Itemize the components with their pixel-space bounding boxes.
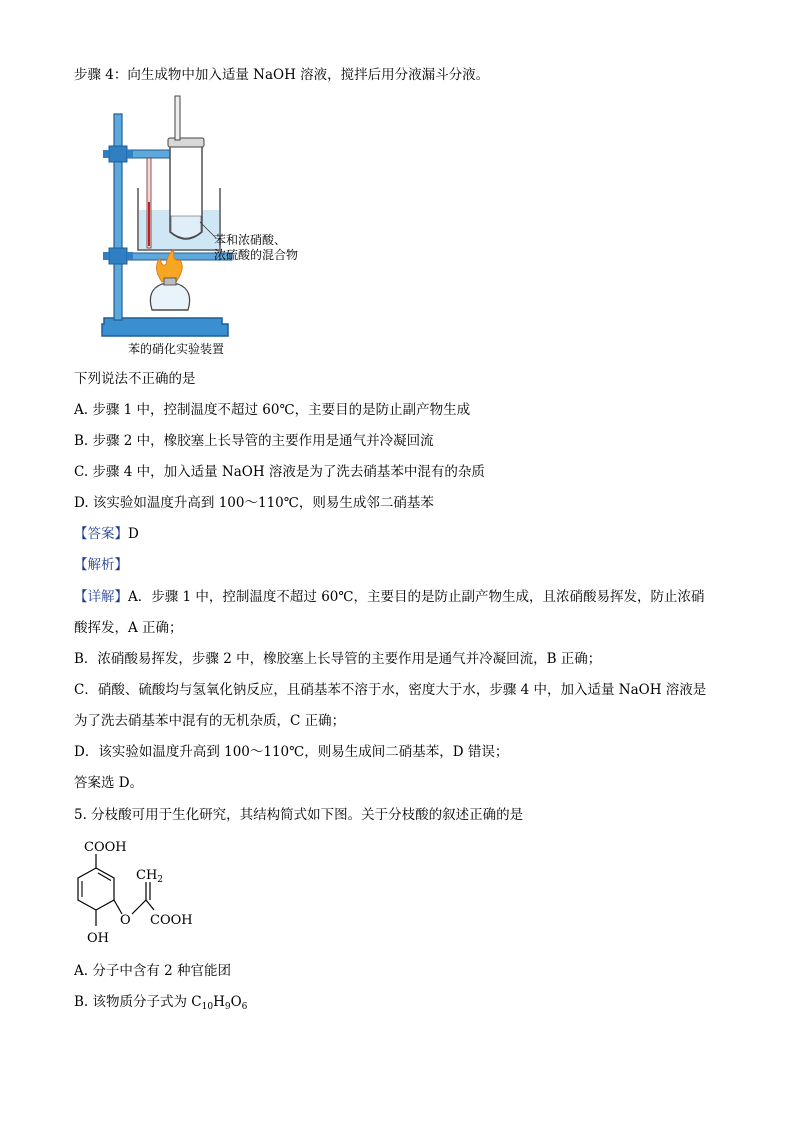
q5-stem: 5. 分枝酸可用于生化研究，其结构简式如下图。关于分枝酸的叙述正确的是	[74, 807, 524, 823]
detail-conclusion: 答案选 D。	[74, 775, 144, 791]
q5-option-b: B. 该物质分子式为 $C_{10}H_9O_6$	[74, 994, 248, 1012]
detail-a-line2: 酸挥发，A 正确；	[74, 620, 183, 636]
ether-o-label: O	[120, 913, 131, 928]
detail-tag: 【详解】	[74, 589, 128, 605]
stand-base	[102, 318, 228, 336]
upper-clamp-boss	[109, 146, 127, 162]
analysis-tag: 【解析】	[74, 557, 128, 573]
detail-b: B．浓硝酸易挥发，步骤 2 中，橡胶塞上长导管的主要作用是通气并冷凝回流，B 正确；	[74, 651, 602, 667]
rubber-stopper	[168, 138, 204, 147]
figure-caption: 苯的硝化实验装置	[128, 342, 225, 356]
mixture-label-1: 苯和浓硝酸、	[214, 233, 287, 247]
answer-value: D	[128, 526, 139, 542]
ch2-label: $CH_2$	[136, 868, 164, 885]
option-c: C. 步骤 4 中，加入适量 NaOH 溶液是为了洗去硝基苯中混有的杂质	[74, 464, 485, 480]
detail-d: D．该实验如温度升高到 100～110℃，则易生成间二硝基苯，D 错误；	[74, 744, 509, 760]
stand-rod	[114, 114, 122, 320]
answer-line	[74, 525, 139, 543]
question-stem: 下列说法不正确的是	[74, 371, 196, 387]
detail-c-line2: 为了洗去硝基苯中混有的无机杂质，C 正确；	[74, 713, 346, 729]
answer-tag: 【答案】	[74, 526, 128, 542]
mixture-label-2: 浓硫酸的混合物	[214, 248, 299, 262]
nitration-apparatus-figure	[96, 92, 336, 357]
detail-a-text: A．步骤 1 中，控制温度不超过 60℃，主要目的是防止副产物生成，且浓硝酸易挥发，防止浓硝	[128, 589, 705, 605]
alcohol-lamp	[150, 284, 189, 310]
tube-mixture	[171, 216, 201, 238]
lower-clamp-boss	[109, 248, 127, 264]
cooh-top: COOH	[84, 840, 127, 855]
ring	[78, 868, 114, 910]
q5-option-a: A. 分子中含有 2 种官能团	[74, 963, 232, 979]
long-glass-tube	[175, 96, 180, 140]
detail-a-line1	[74, 588, 705, 606]
chorismic-acid-structure	[70, 836, 210, 951]
step4-text: 步骤 4：向生成物中加入适量 NaOH 溶液，搅拌后用分液漏斗分液。	[74, 67, 490, 83]
option-a: A. 步骤 1 中，控制温度不超过 60℃，主要目的是防止副产物生成	[74, 402, 471, 418]
oh-label: OH	[87, 931, 109, 946]
option-d: D. 该实验如温度升高到 100～110℃，则易生成邻二硝基苯	[74, 495, 434, 511]
option-b: B. 步骤 2 中，橡胶塞上长导管的主要作用是通气并冷凝回流	[74, 433, 434, 449]
cooh-right: COOH	[150, 913, 193, 928]
detail-c-line1: C．硝酸、硫酸均与氢氧化钠反应，且硝基苯不溶于水，密度大于水，步骤 4 中，加入适量 NaOH 溶液是	[74, 682, 707, 698]
